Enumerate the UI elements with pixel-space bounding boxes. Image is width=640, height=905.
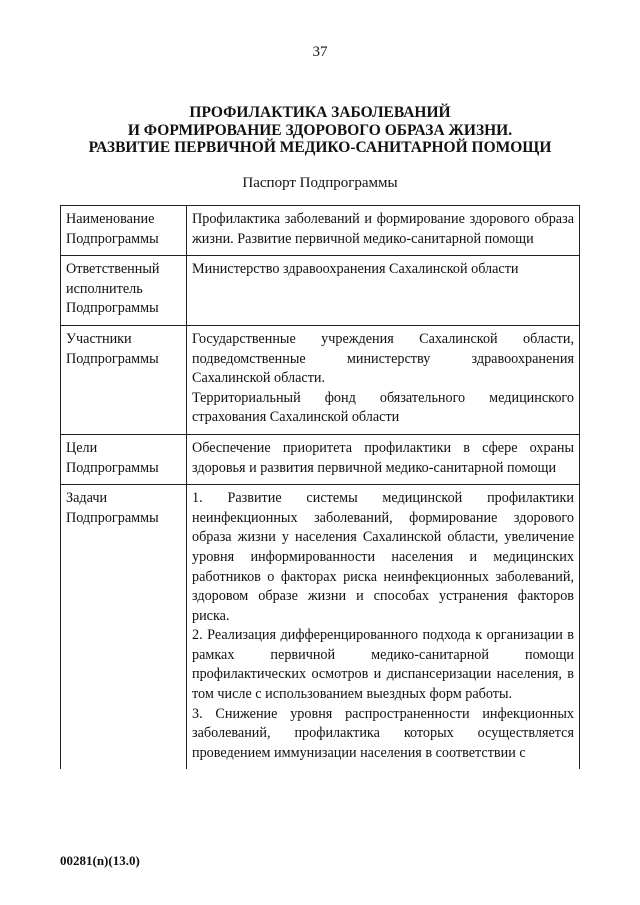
- row-paragraph: 2. Реализация дифференцированного подхода к организации в рамках первичной медико-санитарной помощи профилактических осмотров и диспансеризации населения, в том числе с использованием выездных форм работы.: [192, 627, 574, 703]
- table-row-tasks: [61, 485, 580, 770]
- table-row-goals: [61, 434, 580, 484]
- row-label: Наименование Подпрограммы: [61, 206, 187, 256]
- page-number: 37: [312, 44, 328, 60]
- row-paragraph: 3. Снижение уровня распространенности инфекционных заболеваний, профилактика которых осуществляется проведением иммунизации населения в соответствии с: [192, 705, 574, 761]
- table-row-participants: [61, 325, 580, 434]
- passport-table: [60, 205, 580, 769]
- row-paragraph: Государственные учреждения Сахалинской области, подведомственные министерству здравоохранения Сахалинской области.: [192, 330, 574, 387]
- row-value: [187, 434, 580, 484]
- row-paragraph: Обеспечение приоритета профилактики в сфере охраны здоровья и развития первичной медико-санитарной помощи: [192, 439, 574, 476]
- row-value: [187, 256, 580, 326]
- title-line-2: И ФОРМИРОВАНИЕ ЗДОРОВОГО ОБРАЗА ЖИЗНИ.: [127, 121, 513, 139]
- document-code: 00281(n)(13.0): [60, 853, 140, 868]
- table-row-name: [61, 206, 580, 256]
- row-label: Ответственный исполнитель Подпрограммы: [61, 256, 187, 326]
- row-label: Цели Подпрограммы: [61, 434, 187, 484]
- row-paragraph: Территориальный фонд обязательного медицинского страхования Сахалинской области: [192, 389, 574, 426]
- title-line-3: РАЗВИТИЕ ПЕРВИЧНОЙ МЕДИКО-САНИТАРНОЙ ПОМОЩИ: [88, 139, 552, 156]
- row-label: Задачи Подпрограммы: [61, 485, 187, 770]
- row-paragraph: 1. Развитие системы медицинской профилактики неинфекционных заболеваний, формирование здорового образа жизни у населения Сахалинской области, увеличение уровня информированности населения и медицинских работников о факторах риска неинфекционных заболеваний, здоровом образе жизни и способах устранения факторов риска.: [192, 490, 574, 624]
- row-paragraph: Профилактика заболеваний и формирование здорового образа жизни. Развитие первичной медико-санитарной помощи: [192, 211, 574, 247]
- passport-subtitle: Паспорт Подпрограммы: [242, 175, 398, 191]
- title-line-1: ПРОФИЛАКТИКА ЗАБОЛЕВАНИЙ: [189, 104, 451, 121]
- row-value: [187, 325, 580, 434]
- row-value: [187, 206, 580, 256]
- table-row-executor: [61, 256, 580, 326]
- row-label: Участники Подпрограммы: [61, 325, 187, 434]
- row-value: [187, 485, 580, 770]
- row-paragraph: Министерство здравоохранения Сахалинской области: [192, 261, 519, 278]
- document-title: [60, 104, 580, 157]
